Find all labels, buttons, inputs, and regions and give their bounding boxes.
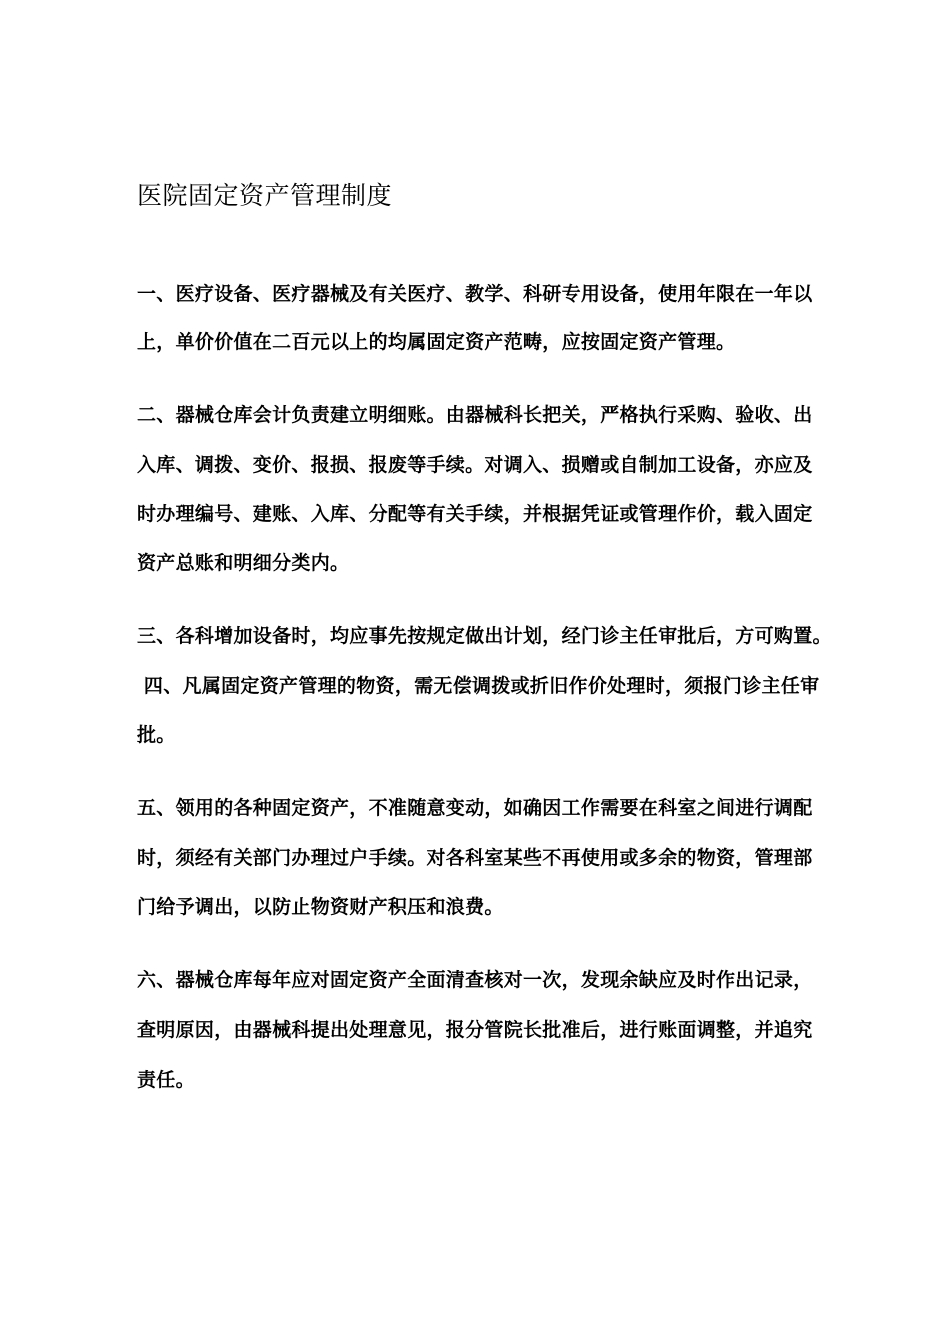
paragraph-4-line-2: 批。 bbox=[137, 724, 176, 746]
paragraph-2-line-2: 入库、调拨、变价、报损、报废等手续。对调入、损赠或自制加工设备，亦应及 bbox=[137, 454, 813, 476]
paragraph-1-line-2: 上，单价价值在二百元以上的均属固定资产范畴，应按固定资产管理。 bbox=[137, 331, 736, 353]
paragraph-6-line-2: 查明原因，由器械科提出处理意见，报分管院长批准后，进行账面调整，并追究 bbox=[137, 1019, 813, 1041]
paragraph-4-line-1: 四、凡属固定资产管理的物资，需无偿调拨或折旧作价处理时，须报门诊主任审 bbox=[137, 675, 820, 697]
paragraph-1-line-1: 一、医疗设备、医疗器械及有关医疗、教学、科研专用设备，使用年限在一年以 bbox=[137, 283, 813, 305]
paragraph-3-line-1: 三、各科增加设备时，均应事先按规定做出计划，经门诊主任审批后，方可购置。 bbox=[137, 625, 832, 647]
paragraph-6-line-3: 责任。 bbox=[137, 1069, 195, 1091]
paragraph-5-line-1: 五、领用的各种固定资产，不准随意变动，如确因工作需要在科室之间进行调配 bbox=[137, 797, 813, 819]
paragraph-5-line-2: 时，须经有关部门办理过户手续。对各科室某些不再使用或多余的物资，管理部 bbox=[137, 847, 813, 869]
paragraph-6-line-1: 六、器械仓库每年应对固定资产全面清查核对一次，发现余缺应及时作出记录， bbox=[137, 969, 813, 991]
paragraph-2-line-1: 二、器械仓库会计负责建立明细账。由器械科长把关，严格执行采购、验收、出 bbox=[137, 404, 813, 426]
document-title: 医院固定资产管理制度 bbox=[137, 181, 393, 210]
paragraph-2-line-4: 资产总账和明细分类内。 bbox=[137, 552, 350, 574]
paragraph-5-line-3: 门给予调出，以防止物资财产积压和浪费。 bbox=[137, 896, 504, 918]
paragraph-2-line-3: 时办理编号、建账、入库、分配等有关手续，并根据凭证或管理作价，载入固定 bbox=[137, 503, 813, 525]
